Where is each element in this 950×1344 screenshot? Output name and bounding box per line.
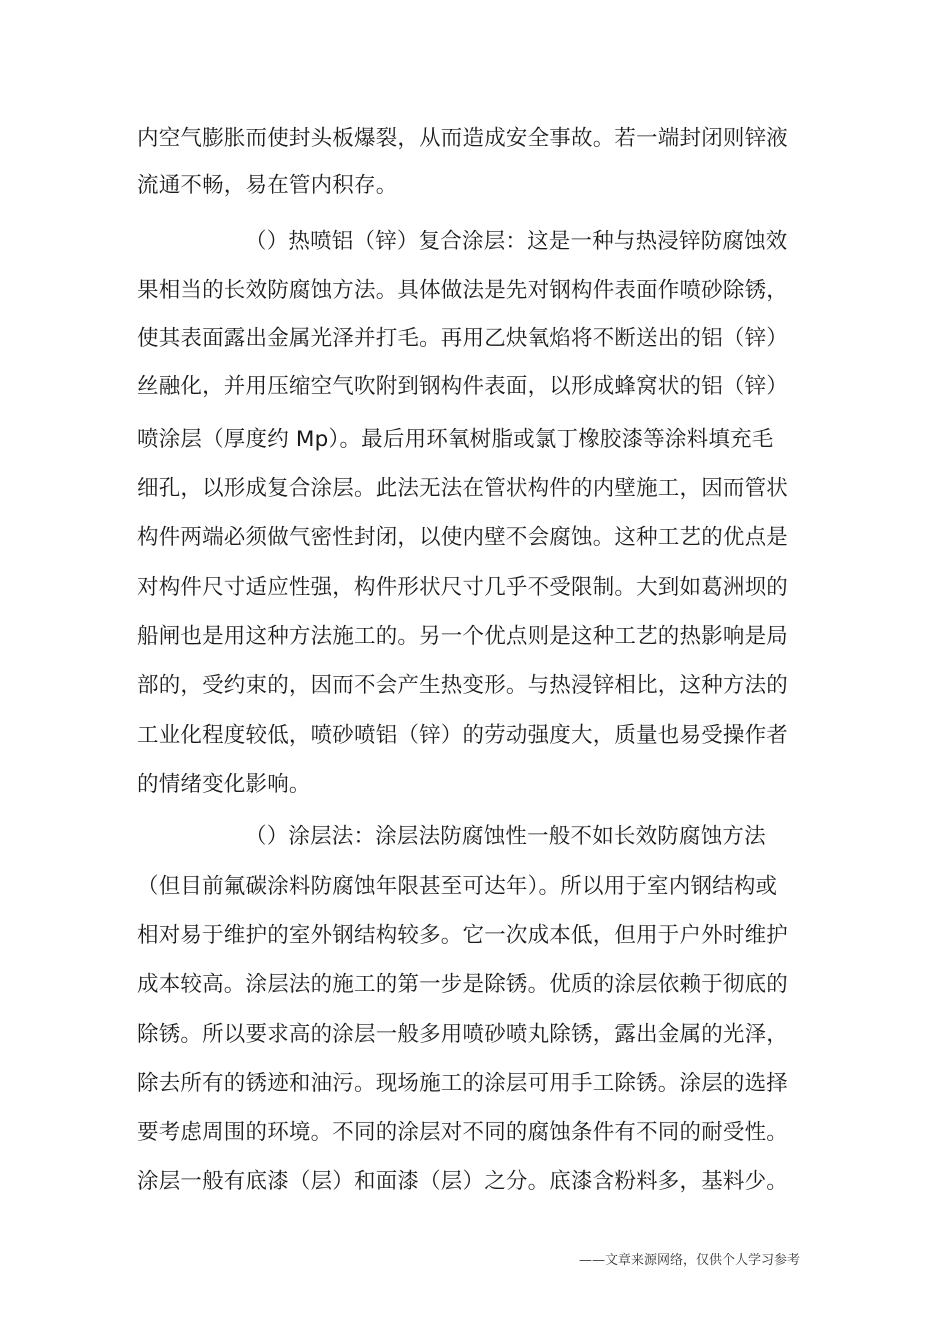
body-text-line: 除锈。所以要求高的涂层一般多用喷砂喷丸除锈，露出金属的光泽， [137, 1022, 789, 1047]
body-text-line: 丝融化，并用压缩空气吹附到钢构件表面，以形成蜂窝状的铝（锌） [137, 374, 789, 399]
body-text-line: 使其表面露出金属光泽并打毛。再用乙炔氧焰将不断送出的铝（锌） [137, 326, 789, 351]
body-text-line: 工业化程度较低，喷砂喷铝（锌）的劳动强度大，质量也易受操作者 [137, 723, 789, 748]
body-text-line: 要考虑周围的环境。不同的涂层对不同的腐蚀条件有不同的耐受性。 [137, 1120, 789, 1145]
body-text-line: 船闸也是用这种方法施工的。另一个优点则是这种工艺的热影响是局 [137, 624, 789, 649]
body-text-line: 细孔，以形成复合涂层。此法无法在管状构件的内壁施工，因而管状 [137, 476, 789, 501]
body-text-line: 成本较高。涂层法的施工的第一步是除锈。优质的涂层依赖于彻底的 [137, 972, 789, 997]
body-text-line: 除去所有的锈迹和油污。现场施工的涂层可用手工除锈。涂层的选择 [137, 1071, 789, 1096]
body-text-line: 部的，受约束的，因而不会产生热变形。与热浸锌相比，这种方法的 [137, 673, 789, 698]
body-text-line: 内空气膨胀而使封头板爆裂，从而造成安全事故。若一端封闭则锌液 [137, 126, 789, 151]
body-text-line: 果相当的长效防腐蚀方法。具体做法是先对钢构件表面作喷砂除锈， [137, 278, 789, 303]
body-text-line: 对构件尺寸适应性强，构件形状尺寸几乎不受限制。大到如葛洲坝的 [137, 575, 789, 600]
body-text-line: 的情绪变化影响。 [137, 772, 311, 797]
body-text-line: 流通不畅，易在管内积存。 [137, 173, 398, 198]
paragraph-start-line: （）热喷铝（锌）复合涂层：这是一种与热浸锌防腐蚀效 [245, 229, 788, 254]
body-text-line: 喷涂层（厚度约 Mp）。最后用环氧树脂或氯丁橡胶漆等涂料填充毛 [137, 427, 774, 452]
body-text-line: （但目前氟碳涂料防腐蚀年限甚至可达年）。所以用于室内钢结构或 [137, 874, 778, 899]
body-text-line: 构件两端必须做气密性封闭，以使内壁不会腐蚀。这种工艺的优点是 [137, 525, 789, 550]
paragraph-start-line: （）涂层法：涂层法防腐蚀性一般不如长效防腐蚀方法 [245, 824, 766, 849]
body-text-line: 涂层一般有底漆（层）和面漆（层）之分。底漆含粉料多，基料少。 [137, 1169, 789, 1194]
body-text-line: 相对易于维护的室外钢结构较多。它一次成本低，但用于户外时维护 [137, 923, 789, 948]
footer-source-note: ——文章来源网络，仅供个人学习参考 [578, 1253, 800, 1268]
